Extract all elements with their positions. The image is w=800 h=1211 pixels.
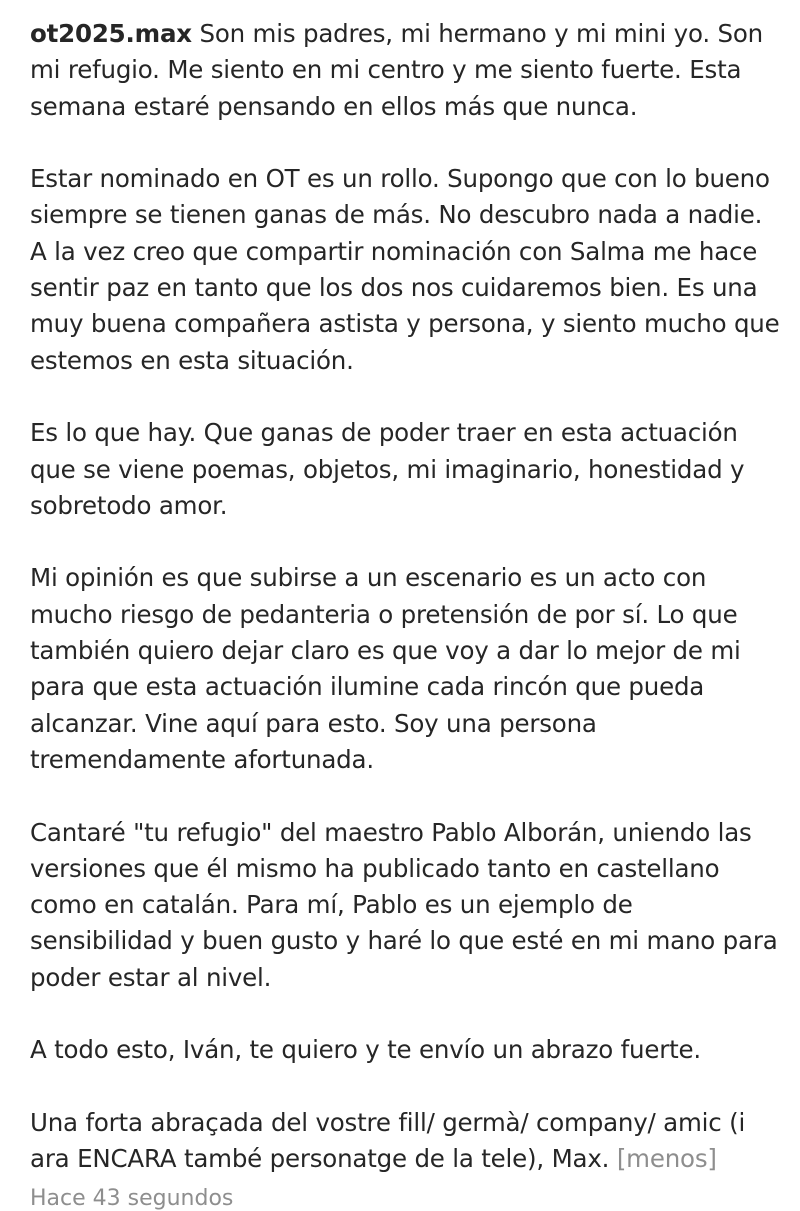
caption-text-1: Son mis padres, mi hermano y mi mini yo. Son mi refugio. Me siento en mi centro y me siento fuerte. Esta semana estaré pensando en ellos más que nunca. [30, 19, 763, 121]
less-link[interactable]: [menos] [616, 1144, 717, 1174]
caption-paragraph-4: Mi opinión es que subirse a un escenario es un acto con mucho riesgo de pedanteria o pretensión de por sí. Lo que también quiero dejar claro es que voy a dar lo mejor de mi para que esta actuación ilumine cada rincón que pueda alcanzar. Vine aquí para esto. Soy una persona tremendamente afortunada. [30, 563, 741, 774]
caption-paragraph-3: Es lo que hay. Que ganas de poder traer en esta actuación que se viene poemas, objetos, mi imaginario, honestidad y sobretodo amor. [30, 418, 745, 520]
caption-paragraph-2: Estar nominado en OT es un rollo. Supongo que con lo bueno siempre se tienen ganas de más. No descubro nada a nadie. A la vez creo que compartir nominación con Salma me hace sentir paz en tanto que los dos nos cuidaremos bien. Es una muy buena compañera astista y persona, y siento mucho que estemos en esta situación. [30, 164, 780, 375]
username-link[interactable]: ot2025.max [30, 19, 192, 48]
caption-paragraph-1 [30, 16, 780, 125]
caption-text-7: Una forta abraçada del vostre fill/ germà/ company/ amic (i ara ENCARA també personatge de la tele), Max. [30, 1107, 746, 1174]
post-timestamp: Hace 43 segundos [30, 1186, 234, 1211]
caption-paragraph-6: A todo esto, Iván, te quiero y te envío un abrazo fuerte. [30, 1035, 701, 1065]
caption-paragraph-5: Cantaré "tu refugio" del maestro Pablo Alborán, uniendo las versiones que él mismo ha publicado tanto en castellano como en catalán. Para mí, Pablo es un ejemplo de sensibilidad y buen gusto y haré lo que esté en mi mano para poder estar al nivel. [30, 817, 778, 992]
caption-paragraph-7 [30, 1105, 780, 1178]
post-caption [30, 16, 780, 1178]
